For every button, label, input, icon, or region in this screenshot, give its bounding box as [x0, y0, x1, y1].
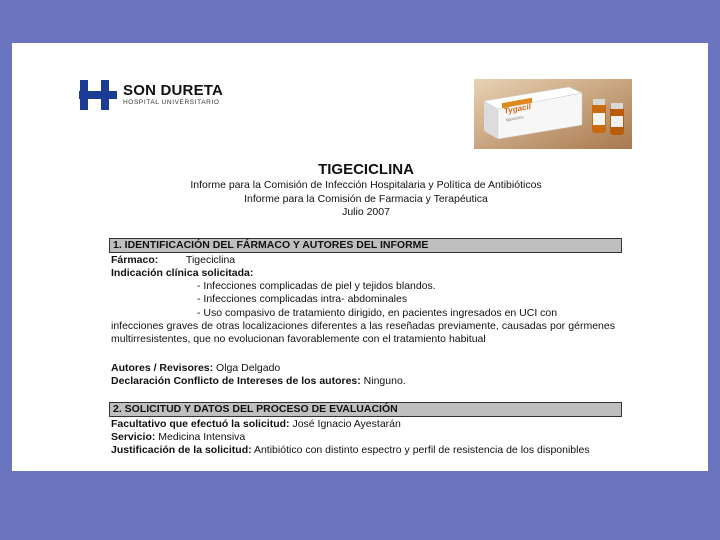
- header-line-1: Informe para la Comisión de Infección Hospitalaria y Política de Antibióticos: [190, 179, 542, 191]
- section-1-heading: 1. IDENTIFICACIÓN DEL FÁRMACO Y AUTORES DEL INFORME: [109, 238, 622, 253]
- header-date: Julio 2007: [342, 206, 390, 218]
- section-2-heading: 2. SOLICITUD Y DATOS DEL PROCESO DE EVALUACIÓN: [109, 402, 622, 417]
- autores-row: [111, 362, 280, 375]
- document-title: TIGECICLINA: [318, 161, 414, 178]
- logo-name: SON DURETA: [123, 82, 224, 99]
- farmaco-label: Fármaco:: [111, 254, 159, 266]
- justificacion-value: Antibiótico con distinto espectro y perfil de resistencia de los disponibles: [253, 444, 590, 456]
- servicio-label: Servicio:: [111, 431, 156, 443]
- product-photo: [474, 79, 632, 149]
- box-sub-label: tigeciclina: [506, 114, 524, 123]
- facultativo-label: Facultativo que efectuó la solicitud:: [111, 418, 290, 430]
- servicio-row: [111, 431, 245, 444]
- autores-value: Olga Delgado: [216, 362, 281, 374]
- farmaco-value: Tigeciclina: [185, 254, 236, 266]
- indicacion-item-1: - Infecciones complicadas de piel y tejidos blandos.: [197, 280, 436, 292]
- indicacion-label: Indicación clínica solicitada:: [111, 267, 254, 279]
- facultativo-value: José Ignacio Ayestarán: [292, 418, 401, 430]
- indicacion-item-3-rest: infecciones graves de otras localizaciones diferentes a las reseñadas previamente, causadas por gérmenes multirresistentes, que no evolucionan favorablemente con el tratamiento habitual: [111, 320, 615, 345]
- indicacion-item-3-first: - Uso compasivo de tratamiento dirigido, en pacientes ingresados en UCI con: [197, 307, 558, 319]
- servicio-value: Medicina Intensiva: [158, 431, 246, 443]
- hospital-cross-icon: [79, 80, 119, 110]
- justificacion-row: [111, 444, 615, 457]
- farmaco-row: [111, 254, 235, 267]
- declaracion-value: Ninguno.: [363, 375, 406, 387]
- logo-subtitle: HOSPITAL UNIVERSITARIO: [123, 99, 220, 106]
- declaracion-label: Declaración Conflicto de Intereses de los autores:: [111, 375, 361, 387]
- justificacion-label: Justificación de la solicitud:: [111, 444, 252, 456]
- facultativo-row: [111, 418, 401, 431]
- document-page: [12, 43, 708, 471]
- indicacion-item-2: - Infecciones complicadas intra- abdominales: [197, 293, 408, 305]
- declaracion-row: [111, 375, 406, 388]
- box-label: Tygacil: [504, 102, 531, 116]
- autores-label: Autores / Revisores:: [111, 362, 214, 374]
- hospital-logo: [79, 80, 223, 110]
- document-header: [112, 161, 620, 220]
- header-line-2: Informe para la Comisión de Farmacia y Terapéutica: [244, 192, 488, 205]
